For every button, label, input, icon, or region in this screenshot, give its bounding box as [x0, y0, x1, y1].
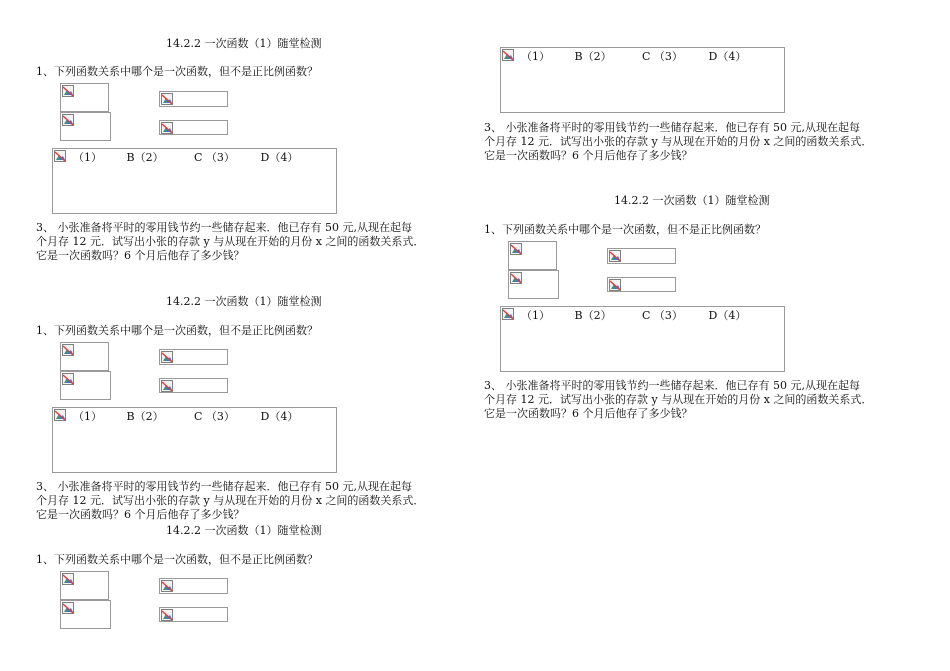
broken-image-icon: [54, 409, 66, 421]
option-b: B（2）: [126, 410, 164, 423]
question-3: [36, 221, 476, 263]
formula-image-2: [508, 270, 559, 299]
option-1: （1）: [73, 151, 102, 164]
broken-image-icon: [62, 344, 74, 356]
formula-image-1: [60, 342, 109, 371]
formula-image-3: [159, 578, 228, 594]
option-1: （1）: [521, 50, 550, 63]
question-1: 1、下列函数关系中哪个是一次函数，但不是正比例函数？: [36, 324, 318, 337]
broken-image-icon: [609, 279, 621, 291]
question-3: [484, 379, 924, 421]
formula-image-2: [60, 112, 111, 141]
formula-image-4: [607, 277, 676, 292]
option-b: B（2）: [126, 151, 164, 164]
question-3-line-1: 3、 小张准备将平时的零用钱节约一些储存起来．他已存有 50 元,从现在起每: [36, 221, 412, 234]
formula-image-3: [159, 349, 228, 365]
question-3-line-2: 个月存 12 元．试写出小张的存款 y 与从现在开始的月份 x 之间的函数关系式．: [36, 235, 425, 248]
option-d: D（4）: [260, 410, 299, 423]
option-c: C （3）: [194, 151, 235, 164]
option-d: D（4）: [708, 309, 747, 322]
option-c: C （3）: [642, 50, 683, 63]
formula-image-3: [607, 248, 676, 264]
broken-image-icon: [502, 49, 514, 61]
options-image: [500, 306, 785, 372]
broken-image-icon: [62, 602, 74, 614]
formula-image-1: [60, 571, 109, 600]
formula-image-2: [60, 600, 111, 629]
formula-image-3: [159, 91, 228, 107]
option-d: D（4）: [708, 50, 747, 63]
page-title: 14.2.2 一次函数（1）随堂检测: [166, 37, 322, 50]
question-3-line-1: 3、 小张准备将平时的零用钱节约一些储存起来．他已存有 50 元,从现在起每: [36, 480, 412, 493]
broken-image-icon: [62, 114, 74, 126]
question-3-line-1: 3、 小张准备将平时的零用钱节约一些储存起来．他已存有 50 元,从现在起每: [484, 379, 860, 392]
formula-image-4: [159, 378, 228, 393]
broken-image-icon: [161, 380, 173, 392]
page-title: 14.2.2 一次函数（1）随堂检测: [166, 295, 322, 308]
broken-image-icon: [62, 573, 74, 585]
question-3-line-3: 它是一次函数吗？6 个月后他存了多少钱？: [484, 407, 693, 420]
option-b: B（2）: [574, 50, 612, 63]
question-3-line-1: 3、 小张准备将平时的零用钱节约一些储存起来．他已存有 50 元,从现在起每: [484, 121, 860, 134]
question-1: 1、下列函数关系中哪个是一次函数，但不是正比例函数？: [36, 553, 318, 566]
broken-image-icon: [510, 272, 522, 284]
question-1: 1、下列函数关系中哪个是一次函数，但不是正比例函数？: [484, 223, 766, 236]
question-3-line-3: 它是一次函数吗？6 个月后他存了多少钱？: [36, 249, 245, 262]
page-title: 14.2.2 一次函数（1）随堂检测: [166, 524, 322, 537]
page-title: 14.2.2 一次函数（1）随堂检测: [614, 194, 770, 207]
formula-image-1: [508, 241, 557, 270]
broken-image-icon: [161, 351, 173, 363]
question-3-line-2: 个月存 12 元．试写出小张的存款 y 与从现在开始的月份 x 之间的函数关系式．: [36, 494, 425, 507]
option-d: D（4）: [260, 151, 299, 164]
formula-image-1: [60, 83, 109, 112]
options-image: [500, 47, 785, 113]
question-3-line-3: 它是一次函数吗？6 个月后他存了多少钱？: [484, 149, 693, 162]
broken-image-icon: [161, 122, 173, 134]
option-1: （1）: [73, 410, 102, 423]
broken-image-icon: [161, 93, 173, 105]
option-c: C （3）: [642, 309, 683, 322]
formula-image-2: [60, 371, 111, 400]
broken-image-icon: [161, 580, 173, 592]
options-image: [52, 148, 337, 214]
broken-image-icon: [161, 609, 173, 621]
broken-image-icon: [54, 150, 66, 162]
options-image: [52, 407, 337, 473]
broken-image-icon: [510, 243, 522, 255]
question-1: 1、下列函数关系中哪个是一次函数，但不是正比例函数？: [36, 65, 318, 78]
broken-image-icon: [502, 308, 514, 320]
formula-image-4: [159, 120, 228, 135]
question-3-line-2: 个月存 12 元．试写出小张的存款 y 与从现在开始的月份 x 之间的函数关系式．: [484, 393, 873, 406]
formula-image-4: [159, 607, 228, 622]
broken-image-icon: [62, 373, 74, 385]
question-3-line-3: 它是一次函数吗？6 个月后他存了多少钱？: [36, 508, 245, 521]
option-1: （1）: [521, 309, 550, 322]
question-3-line-2: 个月存 12 元．试写出小张的存款 y 与从现在开始的月份 x 之间的函数关系式．: [484, 135, 873, 148]
question-3: [484, 121, 924, 163]
option-b: B（2）: [574, 309, 612, 322]
question-3: [36, 480, 476, 522]
option-c: C （3）: [194, 410, 235, 423]
broken-image-icon: [62, 85, 74, 97]
broken-image-icon: [609, 250, 621, 262]
